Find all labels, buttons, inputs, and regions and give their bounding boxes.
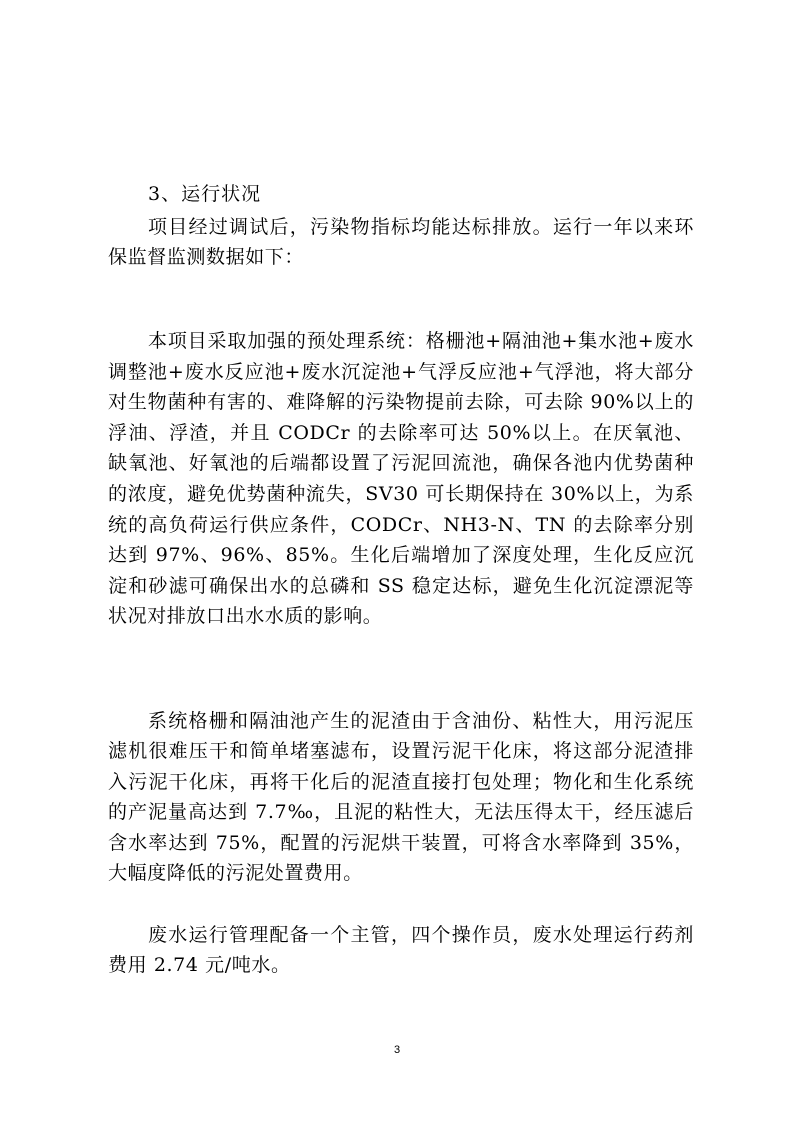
- paragraph-monitoring-intro: 项目经过调试后，污染物指标均能达标排放。运行一年以来环保监督监测数据如下：: [108, 216, 694, 269]
- paragraph-operation-management: 废水运行管理配备一个主管，四个操作员，废水处理运行药剂费用 2.74 元/吨水。: [108, 924, 694, 977]
- page-number: 3: [393, 1044, 401, 1056]
- paragraph-sludge-treatment: 系统格栅和隔油池产生的泥渣由于含油份、粘性大，用污泥压滤机很难压干和简单堵塞滤布，设置污泥干化床，将这部分泥渣排入污泥干化床，再将干化后的泥渣直接打包处理；物化和生化系统的产泥量高达到 7.7‰，且泥的粘性大，无法压得太干，经压滤后含水率达到 75%，配置的污泥烘干装置，可将含水率降到 35%，大幅度降低的污泥处置费用。: [108, 710, 694, 885]
- paragraph-pretreatment-system: 本项目采取加强的预处理系统：格栅池+隔油池+集水池+废水调整池+废水反应池+废水沉淀池+气浮反应池+气浮池，将大部分对生物菌种有害的、难降解的污染物提前去除，可去除 90%以上的浮油、浮渣，并且 CODCr 的去除率可达 50%以上。在厌氧池、缺氧池、好氧池的后端都设置了污泥回流池，确保各池内优势菌种的浓度，避免优势菌种流失，SV30 可长期保持在 30%以上，为系统的高负荷运行供应条件，CODCr、NH3-N、TN 的去除率分别达到 97%、96%、85%。生化后端增加了深度处理，生化反应沉淀和砂滤可确保出水的总磷和 SS 稳定达标，避免生化沉淀漂泥等状况对排放口出水水质的影响。: [108, 330, 694, 628]
- section-heading: 3、运行状况: [148, 183, 262, 205]
